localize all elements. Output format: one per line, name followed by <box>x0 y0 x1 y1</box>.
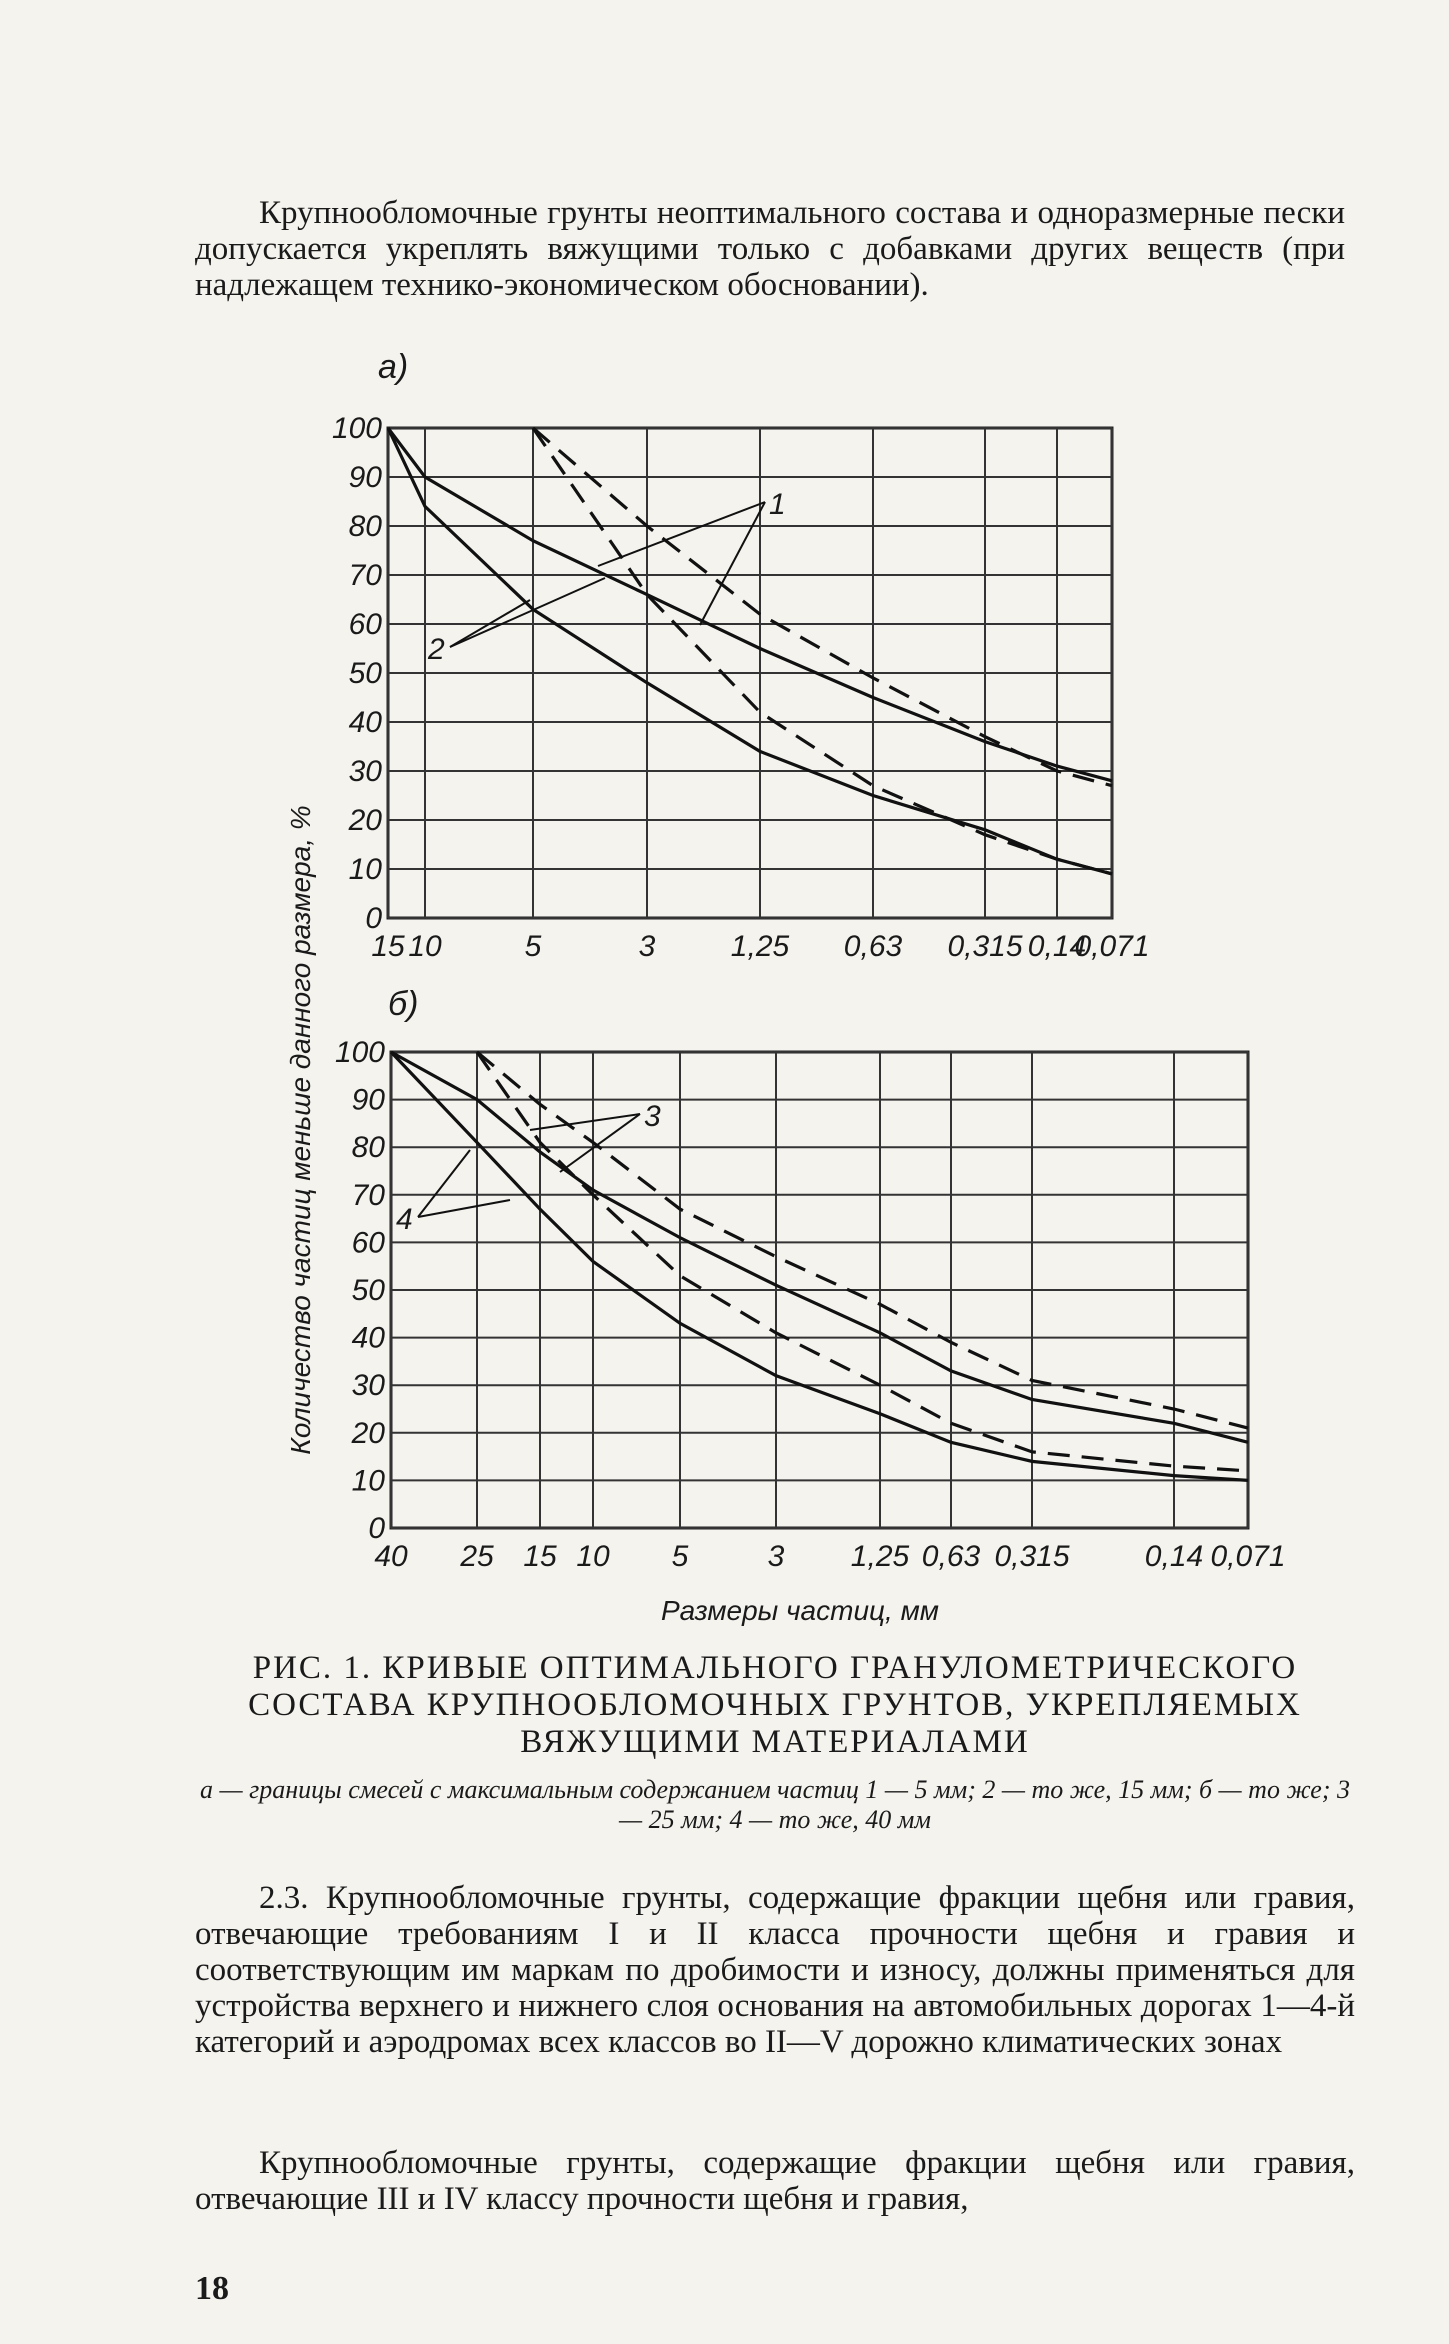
x-tick-label: 40 <box>374 1540 408 1573</box>
panel-b-series <box>391 1052 1248 1480</box>
paragraph-top-text: Крупнообломочные грунты неоптимального состава и одноразмерные пески допускается укреплять вяжущими только с добавками других веществ (при надлежащем технико-экономическом обосновании). <box>195 195 1345 303</box>
y-tick-label: 60 <box>348 608 382 641</box>
y-tick-label: 90 <box>351 1083 385 1117</box>
x-tick-label: 10 <box>408 930 442 963</box>
y-tick-label: 40 <box>348 706 382 739</box>
y-tick-label: 80 <box>351 1131 385 1165</box>
panel-b-label: б) <box>388 985 419 1023</box>
paragraph-2-3-text: 2.3. Крупнообломочные грунты, содержащие фракции щебня или гравия, отвечающие требованиям I и II класса прочности щебня и гравия и соответствующим им маркам по дробимости и износу, должны применяться для устройства верхнего и нижнего слоя основания на автомобильных дорогах 1—4-й категорий и аэродромах всех классов во II—V дорожно климатических зонах <box>195 1880 1355 2060</box>
series-1-lower <box>533 428 1112 874</box>
x-tick-label: 0,14 <box>1144 1540 1204 1573</box>
x-tick-label: 3 <box>638 930 656 963</box>
annotation-leader <box>450 578 605 647</box>
panel-a-grid <box>388 428 1112 918</box>
panel-a-x-ticks <box>371 930 1149 963</box>
panel-b-x-ticks <box>374 1540 1285 1573</box>
annotation-label: 1 <box>769 488 786 521</box>
series-4-lower <box>391 1052 1248 1480</box>
annotation-label: 4 <box>396 1203 413 1236</box>
paragraph-top <box>195 195 1345 303</box>
annotation-leader <box>598 502 765 566</box>
chart-panel-b <box>335 985 1286 1573</box>
annotation-leader <box>418 1200 510 1217</box>
figure-caption: РИС. 1. КРИВЫЕ ОПТИМАЛЬНОГО ГРАНУЛОМЕТРИЧЕСКОГО СОСТАВА КРУПНООБЛОМОЧНЫХ ГРУНТОВ, УКРЕПЛЯЕМЫХ ВЯЖУЩИМИ МАТЕРИАЛАМИ <box>248 1650 1302 1760</box>
y-tick-label: 10 <box>351 1464 385 1498</box>
x-tick-label: 15 <box>523 1540 557 1573</box>
chart-panel-a <box>332 348 1150 963</box>
panel-a-label: а) <box>378 348 409 386</box>
x-tick-label: 0,315 <box>947 930 1023 963</box>
x-axis-label: Размеры частиц, мм <box>661 1595 939 1626</box>
x-tick-label: 0,315 <box>994 1540 1070 1573</box>
panel-b-y-ticks <box>335 1036 385 1545</box>
x-tick-label: 3 <box>767 1540 785 1573</box>
y-tick-label: 70 <box>348 559 382 592</box>
y-tick-label: 100 <box>331 412 382 445</box>
panel-a-y-ticks <box>332 412 382 935</box>
y-tick-label: 50 <box>348 657 382 690</box>
x-tick-label: 1,25 <box>730 930 790 963</box>
x-tick-label: 10 <box>576 1540 610 1573</box>
annotation-leader <box>700 502 765 625</box>
y-tick-label: 50 <box>351 1274 385 1307</box>
annotation-leader <box>418 1150 470 1217</box>
series-2-lower <box>388 428 1112 874</box>
y-tick-label: 100 <box>334 1036 385 1069</box>
x-tick-label: 0,071 <box>1074 930 1150 963</box>
page-number: 18 <box>195 2270 229 2307</box>
x-tick-label: 0,63 <box>921 1540 981 1573</box>
y-tick-label: 90 <box>348 461 382 494</box>
annotation-leader <box>560 1114 640 1172</box>
panel-b-annotations <box>396 1100 661 1236</box>
y-tick-label: 30 <box>351 1369 385 1403</box>
paragraph-bottom <box>195 2145 1355 2217</box>
x-tick-label: 0,071 <box>1210 1540 1286 1573</box>
y-tick-label: 0 <box>368 1512 385 1545</box>
y-tick-label: 40 <box>351 1321 385 1355</box>
paragraph-2-3 <box>195 1880 1355 2060</box>
y-tick-label: 70 <box>351 1178 385 1212</box>
panel-b-grid <box>391 1052 1248 1528</box>
x-tick-label: 25 <box>460 1540 494 1573</box>
y-tick-label: 20 <box>348 804 382 837</box>
x-tick-label: 0,14 <box>1027 930 1087 963</box>
x-tick-label: 15 <box>371 930 405 963</box>
y-tick-label: 80 <box>348 510 382 543</box>
x-tick-label: 5 <box>524 930 542 963</box>
x-tick-label: 0,63 <box>843 930 903 963</box>
figure-legend: а — границы смесей с максимальным содержанием частиц 1 — 5 мм; 2 — то же, 15 мм; б — то же; 3 — 25 мм; 4 — то же, 40 мм <box>200 1775 1350 1834</box>
annotation-leader <box>530 1114 640 1130</box>
series-1-upper <box>533 428 1112 786</box>
y-tick-label: 30 <box>348 755 382 788</box>
paragraph-bottom-text: Крупнообломочные грунты, содержащие фракции щебня или гравия, отвечающие III и IV классу прочности щебня и гравия, <box>195 2145 1355 2217</box>
y-tick-label: 60 <box>351 1226 385 1260</box>
annotation-label: 2 <box>428 633 445 666</box>
panel-a-series <box>388 428 1112 874</box>
annotation-label: 3 <box>644 1100 661 1133</box>
figure-charts <box>0 330 1449 1650</box>
y-tick-label: 20 <box>351 1416 385 1450</box>
x-tick-label: 5 <box>671 1540 689 1573</box>
y-axis-label: Количество частиц меньше данного размера, % <box>285 805 316 1455</box>
y-tick-label: 10 <box>348 853 382 886</box>
y-tick-label: 0 <box>365 902 382 935</box>
x-tick-label: 1,25 <box>850 1540 910 1573</box>
